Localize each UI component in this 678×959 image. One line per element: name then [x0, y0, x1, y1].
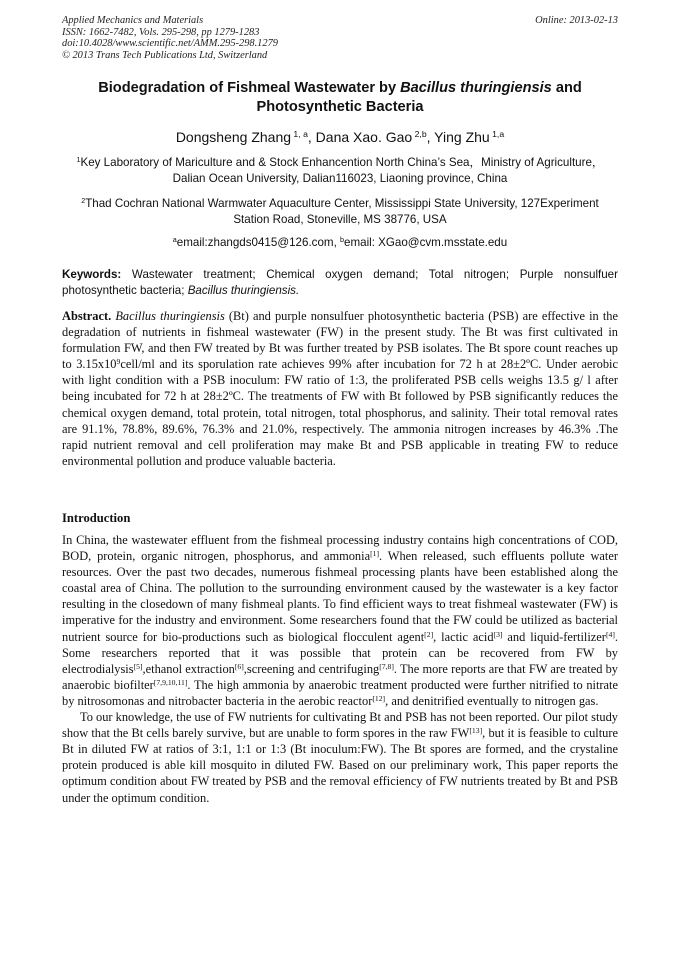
text-run: b	[340, 235, 345, 245]
email-b: email: XGao@cvm.msstate.edu	[344, 236, 508, 249]
text-run: 1,a	[489, 129, 505, 140]
introduction-heading: Introduction	[62, 511, 131, 525]
text-run: To our knowledge, the use of FW nutrients for cultivating Bt and PSB has not been reported. Our pilot study show that the Bt cells barely survive, but are unable to form spores in the raw FW	[62, 710, 618, 741]
text-run: a	[172, 235, 177, 245]
citation: [6]	[234, 661, 244, 671]
email-a: email:zhangds0415@126.com,	[176, 236, 341, 249]
text-run: , and denitrified eventually to nitrogen gas.	[385, 693, 599, 708]
text-run: . When released, such effluents pollute water resources. Over the past two decades, numerous fishmeal processing plants have been established along the coastal area of China. The pollution to the surrounding environment caused by the wastewater is a key factor resulting in the closedown of many fishmeal plants. To find efficient ways to treat fishmeal wastewater (FW) is imperative for the industry and environment. Some researchers found that the FW could be utilized as bacterial nutrient source for bio-productions such as biological flocculent agent	[62, 549, 619, 644]
issn-line: ISSN: 1662-7482, Vols. 295-298, pp 1279-1283	[62, 26, 260, 38]
citation: [7,9,10,11]	[153, 677, 188, 687]
doi-line: doi:10.4028/www.scientific.net/AMM.295-298.1279	[62, 38, 278, 50]
abstract-label: Abstract.	[62, 309, 112, 323]
text-run: ,screening and centrifuging	[243, 661, 380, 676]
affiliation-1	[62, 155, 618, 187]
text-run: 1, a	[291, 129, 308, 140]
text-run: Bacillus thuringiensis	[115, 309, 225, 323]
author-list	[62, 128, 618, 146]
text-run: Thad Cochran National Warmwater Aquaculture Center, Mississippi State University, 127Experiment Station Road, Stoneville, MS 38776, USA	[85, 197, 599, 226]
email-line	[62, 235, 618, 251]
intro-paragraph-1	[62, 532, 618, 709]
text-run: 2,b	[412, 129, 427, 140]
introduction-body	[62, 532, 618, 806]
citation: [13]	[469, 725, 483, 735]
affiliation-2	[62, 196, 618, 228]
text-run: Biodegradation of Fishmeal Wastewater by	[98, 80, 401, 96]
keywords	[62, 267, 618, 298]
copyright-line: © 2013 Trans Tech Publications Ltd, Switzerland	[62, 49, 268, 61]
text-run: and Photosynthetic Bacteria	[256, 80, 582, 115]
text-run: In China, the wastewater effluent from the fishmeal processing industry contains high concentrations of COD, BOD, protein, organic nitrogen, phosphorus, and ammonia	[62, 533, 618, 564]
author-2: , Dana Xao. Gao	[307, 129, 413, 145]
text-run: , but it is feasible to culture Bt in diluted FW at ratios of 3:1, 1:1 or 1:3 (Bt inoculum:FW). The Bt spores are formed, and the crystaline protein produced is able kill mosquito in diluted FW. Based on our preliminary work, This paper reports the optimum condition about FW treated by PSB and the removal efficiency of FW nutrients treated by Bt and PSB under the optimum condition.	[62, 726, 618, 805]
author-3: , Ying Zhu	[426, 129, 490, 145]
title-species: Bacillus thuringiensis	[400, 80, 552, 96]
keywords-label: Keywords:	[62, 268, 122, 281]
citation: [2]	[424, 629, 434, 639]
text-run: ,ethanol extraction	[142, 661, 235, 676]
intro-paragraph-2	[62, 709, 618, 806]
citation: [7,8]	[379, 661, 394, 671]
text-run: Key Laboratory of Mariculture and & Stock Enhancention North China’s Sea，Ministry of Agriculture，Dalian Ocean University, Dalian116023, Liaoning province, China	[80, 156, 604, 185]
text-run: . Some researchers reported that it was possible that protein can be recovered from FW by electrodialysis	[62, 629, 618, 676]
text-run: 9	[116, 357, 121, 367]
text-run: . The high ammonia by anaerobic treatment producted were further nitrified to nitrate by nitrosomonas and nitrobacter bacteria in the aerobic reactor	[62, 677, 618, 708]
online-date: Online: 2013-02-13	[535, 15, 618, 26]
citation: [1]	[370, 548, 380, 558]
text-run: . The more reports are that FW are treated by anaerobic biofilter	[62, 661, 618, 692]
text-run: 1	[76, 155, 81, 165]
paper-title	[62, 79, 618, 117]
author-1: Dongsheng Zhang	[175, 129, 292, 145]
citation: [12]	[372, 693, 386, 703]
citation: [5]	[133, 661, 143, 671]
text-run: Bacillus thuringiensis.	[187, 283, 300, 297]
journal-name: Applied Mechanics and Materials	[62, 15, 204, 26]
abstract	[62, 308, 618, 469]
citation: [4]	[605, 629, 615, 639]
text-run: (Bt) and purple nonsulfuer photosynthetic bacteria (PSB) are effective in the degradation of nutrients in fishmeal wastewater (FW) in the present study. The Bt was first cultivated in formulation FW, and then FW treated by Bt was further treated by PSB isolates. The Bt spore count reaches up to 3.15x10	[62, 309, 618, 372]
running-header	[62, 15, 618, 61]
text-run: 2	[81, 196, 86, 206]
text-run: , lactic acid	[433, 629, 494, 644]
text-run: and liquid-fertilizer	[502, 629, 606, 644]
text-run: Wastewater treatment; Chemical oxygen demand; Total nitrogen; Purple nonsulfuer photosynthetic bacteria;	[62, 268, 618, 297]
citation: [3]	[493, 629, 503, 639]
text-run: cell/ml and its sporulation rate achieves 99% after incubation for 72 h at 28±2ºC. Under aerobic with light condition with a PSB inoculum: FW ratio of 1:3, the proliferated PSB cells weighs 13.5 g/ l after being incubated for 72 h at 28±2ºC. The treatments of FW with Bt followed by PSB significantly reduces the chemical oxygen demand, total protein, total nitrogen, total phosphorus, and salinity. Their total removal rates are 91.1%, 78.8%, 89.6%, 76.3% and 21.0%, respectively. The ammonia nitrogen increases by 46.3% .The rapid nutrient removal and cell proliferation may make Bt and PSB applicable in treating FW to reduce environmental pollution and produce valuable bacteria.	[62, 357, 618, 468]
